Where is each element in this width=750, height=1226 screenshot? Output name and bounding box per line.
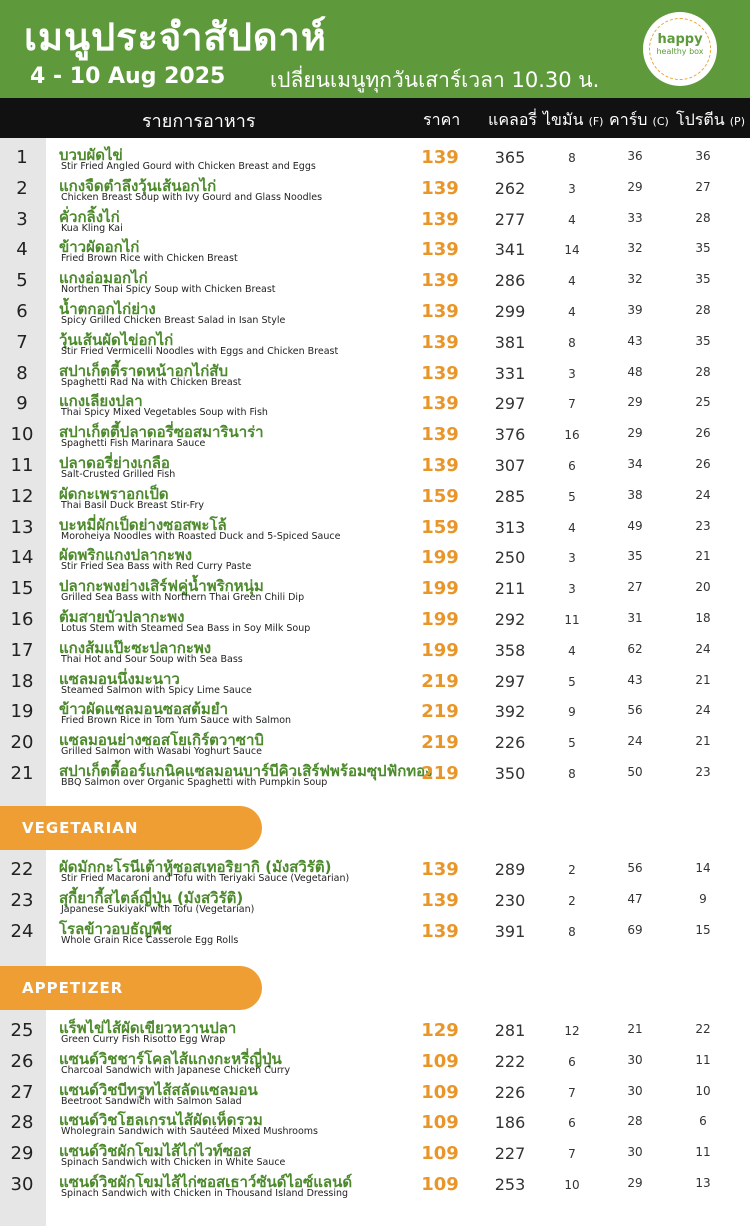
item-calories: 285 bbox=[494, 486, 526, 506]
item-number: 5 bbox=[16, 270, 28, 292]
col-name: รายการอาหาร bbox=[142, 111, 256, 132]
item-price: 139 bbox=[421, 208, 459, 230]
item-price: 109 bbox=[421, 1050, 459, 1072]
item-protein: 18 bbox=[695, 610, 711, 625]
item-carb: 36 bbox=[627, 149, 643, 163]
item-calories: 222 bbox=[494, 1051, 526, 1071]
item-price: 139 bbox=[421, 270, 459, 292]
item-protein: 11 bbox=[695, 1052, 711, 1067]
date-range: 4 - 10 Aug 2025 bbox=[30, 64, 226, 89]
item-protein: 26 bbox=[695, 456, 711, 471]
item-carb: 21 bbox=[627, 1022, 643, 1036]
item-price: 139 bbox=[421, 362, 459, 384]
item-calories: 277 bbox=[494, 209, 526, 229]
col-fat-unit: (F) bbox=[588, 115, 604, 128]
col-carb bbox=[609, 108, 669, 133]
item-number: 27 bbox=[10, 1081, 34, 1103]
item-name-thai: ปลาดอรี่ย่างเกลือ bbox=[59, 453, 170, 472]
item-fat: 4 bbox=[568, 643, 576, 658]
item-number: 17 bbox=[10, 639, 34, 661]
item-carb: 56 bbox=[627, 703, 643, 718]
item-name-thai: สุกี้ยากี้สไตล์ญี่ปุ่น (มังสวิรัติ) bbox=[59, 888, 244, 907]
item-number: 10 bbox=[10, 424, 34, 446]
item-number: 11 bbox=[10, 454, 34, 476]
item-name-thai: ข้าวผัดอกไก่ bbox=[59, 238, 140, 257]
menu-row bbox=[0, 697, 750, 728]
item-number: 28 bbox=[10, 1112, 34, 1134]
item-price: 109 bbox=[421, 1081, 459, 1103]
col-fat-label: ไขมัน bbox=[543, 110, 584, 129]
item-name-thai: บวบผัดไข่ bbox=[59, 146, 123, 164]
menu-row bbox=[0, 759, 750, 790]
item-carb: 49 bbox=[627, 518, 643, 533]
item-calories: 281 bbox=[494, 1021, 526, 1040]
item-number: 14 bbox=[10, 547, 34, 569]
item-name-english: Stir Fried Sea Bass with Red Curry Paste bbox=[61, 561, 252, 573]
menu-change-notice: เปลี่ยนเมนูทุกวันเสาร์เวลา 10.30 น. bbox=[270, 68, 600, 92]
item-name-english: Kua Kling Kai bbox=[61, 222, 123, 234]
item-protein: 22 bbox=[695, 1022, 711, 1036]
item-calories: 341 bbox=[494, 240, 526, 260]
item-calories: 226 bbox=[494, 1082, 526, 1102]
item-protein: 11 bbox=[695, 1145, 711, 1160]
item-price: 219 bbox=[421, 701, 459, 723]
menu-row bbox=[0, 605, 750, 636]
section-vegetarian: VEGETARIAN bbox=[0, 806, 262, 850]
item-calories: 299 bbox=[494, 301, 526, 321]
item-name-thai: แซลมอนย่างซอสโยเกิร์ตวาซาบิ bbox=[59, 731, 264, 750]
item-protein: 25 bbox=[695, 395, 711, 410]
item-fat: 7 bbox=[568, 1147, 576, 1162]
item-name-thai: บะหมี่ผักเป็ดย่างซอสพะโล้ bbox=[59, 515, 227, 534]
col-fat bbox=[543, 108, 603, 133]
vegetarian-menu-list bbox=[0, 855, 750, 947]
item-fat: 4 bbox=[568, 212, 576, 227]
col-protein-label: โปรตีน bbox=[676, 110, 725, 129]
main-menu-list bbox=[0, 143, 750, 790]
item-carb: 31 bbox=[627, 610, 643, 625]
item-carb: 30 bbox=[627, 1083, 643, 1098]
item-price: 159 bbox=[421, 516, 459, 538]
item-calories: 289 bbox=[494, 860, 526, 879]
item-calories: 253 bbox=[494, 1174, 526, 1194]
item-price: 139 bbox=[421, 889, 459, 911]
item-name-english: BBQ Salmon over Organic Spaghetti with Pumpkin Soup bbox=[61, 776, 328, 788]
col-carb-label: คาร์บ bbox=[609, 110, 648, 129]
item-protein: 24 bbox=[695, 487, 711, 502]
item-carb: 47 bbox=[627, 891, 643, 906]
item-calories: 292 bbox=[494, 609, 526, 629]
item-name-english: Spaghetti Fish Marinara Sauce bbox=[61, 438, 206, 450]
section-appetizer: APPETIZER bbox=[0, 966, 262, 1010]
menu-row bbox=[0, 543, 750, 574]
item-number: 1 bbox=[16, 147, 28, 168]
item-fat: 4 bbox=[568, 274, 576, 289]
col-price: ราคา bbox=[423, 110, 461, 129]
item-fat: 8 bbox=[568, 335, 576, 350]
item-calories: 227 bbox=[494, 1144, 526, 1164]
item-number: 25 bbox=[10, 1020, 34, 1041]
menu-row bbox=[0, 636, 750, 667]
item-name-english: Beetroot Sandwich with Salmon Salad bbox=[61, 1095, 242, 1107]
page-title: เมนูประจำสัปดาห์ bbox=[24, 15, 327, 59]
item-number: 18 bbox=[10, 670, 34, 692]
item-name-thai: แซนด์วิชผักโขมไส้ไก่ซอสเธาว์ซันด์ไอซ์แลนด์ bbox=[59, 1172, 353, 1191]
item-number: 23 bbox=[10, 889, 34, 911]
item-name-thai: สปาเก็ตตี้ปลาดอรี่ซอสมารินาร่า bbox=[59, 423, 264, 442]
item-number: 20 bbox=[10, 732, 34, 754]
item-fat: 3 bbox=[568, 582, 576, 597]
item-protein: 9 bbox=[699, 891, 707, 906]
item-name-english: Stir Fried Macaroni and Tofu with Teriyaki Sauce (Vegetarian) bbox=[61, 873, 350, 884]
item-number: 19 bbox=[10, 701, 34, 723]
menu-row bbox=[0, 328, 750, 359]
item-calories: 313 bbox=[494, 517, 526, 537]
item-name-english: Wholegrain Sandwich with Sautéed Mixed Mushrooms bbox=[61, 1126, 319, 1138]
item-protein: 15 bbox=[695, 922, 711, 937]
item-protein: 28 bbox=[695, 364, 711, 379]
item-price: 199 bbox=[421, 608, 459, 630]
item-name-thai: แกงอ่อมอกไก่ bbox=[59, 269, 148, 288]
menu-row bbox=[0, 1108, 750, 1139]
item-protein: 26 bbox=[695, 426, 711, 441]
item-protein: 21 bbox=[695, 734, 711, 749]
item-number: 3 bbox=[16, 208, 28, 230]
item-price: 139 bbox=[421, 331, 459, 353]
item-price: 219 bbox=[421, 732, 459, 754]
item-price: 109 bbox=[421, 1112, 459, 1134]
item-number: 13 bbox=[10, 516, 34, 538]
item-name-english: Chicken Breast Soup with Ivy Gourd and Glass Noodles bbox=[61, 191, 323, 203]
item-price: 199 bbox=[421, 578, 459, 600]
item-carb: 56 bbox=[627, 861, 643, 875]
appetizer-menu-list bbox=[0, 1016, 750, 1201]
item-price: 139 bbox=[421, 239, 459, 261]
logo-main-text: happy bbox=[657, 32, 703, 47]
menu-row bbox=[0, 174, 750, 205]
item-fat: 3 bbox=[568, 551, 576, 566]
item-name-thai: ผัดมักกะโรนีเต้าหู้ซอสเทอริยากิ (มังสวิรัติ) bbox=[59, 858, 332, 876]
item-protein: 21 bbox=[695, 549, 711, 564]
item-number: 30 bbox=[10, 1173, 34, 1195]
item-price: 199 bbox=[421, 639, 459, 661]
menu-row bbox=[0, 482, 750, 513]
item-protein: 36 bbox=[695, 149, 711, 163]
item-carb: 69 bbox=[627, 922, 643, 937]
item-name-thai: โรลข้าวอบธัญพืช bbox=[59, 919, 172, 938]
menu-row bbox=[0, 855, 750, 886]
item-carb: 35 bbox=[627, 549, 643, 564]
item-calories: 226 bbox=[494, 733, 526, 753]
item-fat: 6 bbox=[568, 458, 576, 473]
item-fat: 16 bbox=[564, 428, 580, 443]
menu-row bbox=[0, 420, 750, 451]
menu-row bbox=[0, 389, 750, 420]
item-number: 4 bbox=[16, 239, 28, 261]
item-name-thai: แซนด์วิชโฮลเกรนไส้ผัดเห็ดรวม bbox=[59, 1111, 263, 1130]
brand-logo bbox=[643, 12, 717, 86]
item-name-english: Japanese Sukiyaki with Tofu (Vegetarian) bbox=[61, 903, 255, 915]
item-name-thai: แซนด์วิชบีทรูทไส้สลัดแซลมอน bbox=[59, 1080, 258, 1099]
item-calories: 250 bbox=[494, 548, 526, 568]
item-fat: 2 bbox=[568, 863, 576, 877]
item-price: 139 bbox=[421, 393, 459, 415]
item-name-english: Fried Brown Rice with Chicken Breast bbox=[61, 253, 238, 265]
item-fat: 8 bbox=[568, 924, 576, 939]
item-number: 15 bbox=[10, 578, 34, 600]
item-name-thai: แซนด์วิชผักโขมไส้ไก่ไวท์ซอส bbox=[59, 1142, 252, 1161]
item-price: 109 bbox=[421, 1143, 459, 1165]
item-number: 21 bbox=[10, 762, 34, 784]
item-calories: 350 bbox=[494, 763, 526, 783]
item-name-english: Lotus Stem with Steamed Sea Bass in Soy Milk Soup bbox=[61, 622, 311, 634]
menu-row bbox=[0, 451, 750, 482]
item-calories: 376 bbox=[494, 425, 526, 445]
item-name-english: Spinach Sandwich with Chicken in Thousand Island Dressing bbox=[61, 1187, 349, 1199]
item-name-english: Spicy Grilled Chicken Breast Salad in Isan Style bbox=[61, 314, 286, 326]
item-price: 139 bbox=[421, 300, 459, 322]
item-name-thai: แกงเลียงปลา bbox=[59, 392, 143, 411]
item-number: 8 bbox=[16, 362, 28, 384]
item-price: 109 bbox=[421, 1173, 459, 1195]
item-name-thai: ผัดพริกแกงปลากะพง bbox=[59, 546, 193, 565]
item-price: 219 bbox=[421, 670, 459, 692]
item-number: 9 bbox=[16, 393, 28, 415]
item-protein: 10 bbox=[695, 1083, 711, 1098]
item-name-english: Spinach Sandwich with Chicken in White Sauce bbox=[61, 1157, 286, 1169]
item-carb: 32 bbox=[627, 272, 643, 287]
item-calories: 365 bbox=[494, 148, 526, 167]
item-calories: 391 bbox=[494, 921, 526, 941]
item-fat: 3 bbox=[568, 366, 576, 381]
item-carb: 48 bbox=[627, 364, 643, 379]
logo-text bbox=[651, 34, 709, 58]
item-protein: 21 bbox=[695, 672, 711, 687]
menu-row bbox=[0, 1139, 750, 1170]
item-name-thai: แกงส้มแป๊ะซะปลากะพง bbox=[59, 638, 212, 657]
menu-row bbox=[0, 266, 750, 297]
item-fat: 5 bbox=[568, 489, 576, 504]
item-fat: 4 bbox=[568, 520, 576, 535]
menu-row bbox=[0, 1047, 750, 1078]
item-fat: 4 bbox=[568, 304, 576, 319]
item-name-english: Stir Fried Angled Gourd with Chicken Breast and Eggs bbox=[61, 161, 316, 172]
item-number: 26 bbox=[10, 1050, 34, 1072]
item-number: 22 bbox=[10, 859, 34, 880]
item-price: 129 bbox=[421, 1020, 459, 1041]
item-name-thai: แซนด์วิชชาร์โคลไส้แกงกะหรี่ญี่ปุ่น bbox=[59, 1049, 282, 1068]
item-protein: 23 bbox=[695, 764, 711, 779]
col-protein bbox=[676, 108, 745, 133]
item-number: 12 bbox=[10, 485, 34, 507]
item-fat: 6 bbox=[568, 1116, 576, 1131]
item-fat: 5 bbox=[568, 736, 576, 751]
item-name-english: Whole Grain Rice Casserole Egg Rolls bbox=[61, 934, 239, 946]
item-calories: 392 bbox=[494, 702, 526, 722]
item-name-english: Thai Spicy Mixed Vegetables Soup with Fish bbox=[61, 407, 268, 419]
item-name-english: Green Curry Fish Risotto Egg Wrap bbox=[61, 1034, 226, 1045]
item-name-english: Thai Basil Duck Breast Stir-Fry bbox=[61, 499, 204, 511]
item-name-english: Grilled Sea Bass with Northern Thai Green Chili Dip bbox=[61, 592, 305, 604]
col-calories: แคลอรี่ bbox=[488, 110, 538, 129]
menu-row bbox=[0, 143, 750, 174]
item-number: 16 bbox=[10, 608, 34, 630]
item-name-thai: แซลมอนนึ่งมะนาว bbox=[59, 669, 180, 688]
item-carb: 43 bbox=[627, 672, 643, 687]
item-protein: 20 bbox=[695, 580, 711, 595]
item-name-thai: สปาเก็ตตี้ออร์แกนิคแซลมอนบาร์บีคิวเสิร์ฟพร้อมซุปฟักทอง bbox=[59, 761, 433, 780]
col-carb-unit: (C) bbox=[652, 115, 669, 128]
menu-row bbox=[0, 1078, 750, 1109]
item-name-english: Grilled Salmon with Wasabi Yoghurt Sauce bbox=[61, 746, 262, 758]
item-name-thai: ข้าวผัดแซลมอนซอสต้มยำ bbox=[59, 700, 229, 719]
item-protein: 28 bbox=[695, 210, 711, 225]
item-protein: 23 bbox=[695, 518, 711, 533]
menu-row bbox=[0, 205, 750, 236]
item-protein: 24 bbox=[695, 641, 711, 656]
item-calories: 297 bbox=[494, 671, 526, 691]
item-fat: 10 bbox=[564, 1177, 580, 1192]
menu-row bbox=[0, 1016, 750, 1047]
item-carb: 24 bbox=[627, 734, 643, 749]
menu-row bbox=[0, 1170, 750, 1201]
menu-row bbox=[0, 728, 750, 759]
item-price: 139 bbox=[421, 424, 459, 446]
logo-sub-text: healthy box bbox=[656, 47, 704, 56]
item-number: 2 bbox=[16, 177, 28, 199]
item-calories: 307 bbox=[494, 455, 526, 475]
item-carb: 39 bbox=[627, 302, 643, 317]
item-name-english: Charcoal Sandwich with Japanese Chicken Curry bbox=[61, 1064, 291, 1076]
item-fat: 14 bbox=[564, 243, 580, 258]
item-protein: 27 bbox=[695, 179, 711, 194]
item-carb: 29 bbox=[627, 179, 643, 194]
item-name-english: Northen Thai Spicy Soup with Chicken Breast bbox=[61, 284, 276, 296]
item-name-english: Steamed Salmon with Spicy Lime Sauce bbox=[61, 684, 252, 696]
item-calories: 297 bbox=[494, 394, 526, 414]
menu-row bbox=[0, 574, 750, 605]
item-protein: 35 bbox=[695, 333, 711, 348]
item-calories: 286 bbox=[494, 271, 526, 291]
item-name-thai: ผัดกะเพราอกเป็ด bbox=[59, 484, 169, 503]
item-name-english: Salt-Crusted Grilled Fish bbox=[61, 468, 176, 480]
menu-row bbox=[0, 359, 750, 390]
item-number: 24 bbox=[10, 920, 34, 942]
item-price: 199 bbox=[421, 547, 459, 569]
item-carb: 50 bbox=[627, 764, 643, 779]
item-calories: 262 bbox=[494, 178, 526, 198]
item-fat: 5 bbox=[568, 674, 576, 689]
col-protein-unit: (P) bbox=[729, 115, 745, 128]
item-price: 139 bbox=[421, 147, 459, 168]
item-price: 159 bbox=[421, 485, 459, 507]
item-price: 219 bbox=[421, 762, 459, 784]
item-carb: 62 bbox=[627, 641, 643, 656]
item-fat: 11 bbox=[564, 612, 580, 627]
menu-row bbox=[0, 667, 750, 698]
menu-row bbox=[0, 917, 750, 948]
item-fat: 7 bbox=[568, 397, 576, 412]
item-price: 139 bbox=[421, 454, 459, 476]
item-carb: 38 bbox=[627, 487, 643, 502]
item-fat: 8 bbox=[568, 151, 576, 165]
item-carb: 30 bbox=[627, 1052, 643, 1067]
item-protein: 35 bbox=[695, 241, 711, 256]
item-protein: 35 bbox=[695, 272, 711, 287]
item-carb: 43 bbox=[627, 333, 643, 348]
menu-row bbox=[0, 235, 750, 266]
column-header-bar bbox=[0, 98, 750, 138]
item-carb: 30 bbox=[627, 1145, 643, 1160]
item-protein: 6 bbox=[699, 1114, 707, 1129]
item-protein: 28 bbox=[695, 302, 711, 317]
item-name-english: Spaghetti Rad Na with Chicken Breast bbox=[61, 376, 242, 388]
item-carb: 28 bbox=[627, 1114, 643, 1129]
item-carb: 29 bbox=[627, 426, 643, 441]
item-name-thai: สปาเก็ตตี้ราดหน้าอกไก่สับ bbox=[59, 361, 228, 380]
item-carb: 29 bbox=[627, 1175, 643, 1190]
item-protein: 24 bbox=[695, 703, 711, 718]
item-number: 6 bbox=[16, 300, 28, 322]
item-protein: 14 bbox=[695, 861, 711, 875]
menu-row bbox=[0, 886, 750, 917]
item-calories: 381 bbox=[494, 332, 526, 352]
item-carb: 29 bbox=[627, 395, 643, 410]
item-calories: 186 bbox=[494, 1113, 526, 1133]
item-fat: 3 bbox=[568, 181, 576, 196]
item-name-thai: ปลากะพงย่างเสิร์ฟคู่น้ำพริกหนุ่ม bbox=[59, 577, 264, 596]
item-name-thai: คั่วกลิ้งไก่ bbox=[59, 207, 120, 226]
item-name-english: Fried Brown Rice in Tom Yum Sauce with Salmon bbox=[61, 715, 292, 727]
item-name-thai: แกงจืดตำลึงวุ้นเส้นอกไก่ bbox=[59, 176, 217, 195]
menu-row bbox=[0, 297, 750, 328]
item-carb: 33 bbox=[627, 210, 643, 225]
item-calories: 358 bbox=[494, 640, 526, 660]
item-calories: 331 bbox=[494, 363, 526, 383]
item-name-thai: แร็พไข่ไส้ผัดเขียวหวานปลา bbox=[59, 1019, 237, 1037]
item-fat: 7 bbox=[568, 1085, 576, 1100]
item-fat: 2 bbox=[568, 893, 576, 908]
item-number: 29 bbox=[10, 1143, 34, 1165]
item-price: 139 bbox=[421, 177, 459, 199]
item-carb: 34 bbox=[627, 456, 643, 471]
item-fat: 8 bbox=[568, 766, 576, 781]
item-protein: 13 bbox=[695, 1175, 711, 1190]
item-name-thai: น้ำตกอกไก่ย่าง bbox=[59, 299, 156, 318]
item-fat: 9 bbox=[568, 705, 576, 720]
item-price: 139 bbox=[421, 859, 459, 880]
item-name-english: Moroheiya Noodles with Roasted Duck and 5-Spiced Sauce bbox=[61, 530, 341, 542]
header bbox=[0, 0, 750, 98]
item-fat: 6 bbox=[568, 1054, 576, 1069]
item-calories: 230 bbox=[494, 890, 526, 910]
item-price: 139 bbox=[421, 920, 459, 942]
item-name-english: Stir Fried Vermicelli Noodles with Eggs and Chicken Breast bbox=[61, 345, 339, 357]
menu-row bbox=[0, 513, 750, 544]
item-carb: 27 bbox=[627, 580, 643, 595]
item-name-thai: วุ้นเส้นผัดไข่อกไก่ bbox=[59, 330, 174, 349]
item-number: 7 bbox=[16, 331, 28, 353]
item-carb: 32 bbox=[627, 241, 643, 256]
item-name-english: Thai Hot and Sour Soup with Sea Bass bbox=[61, 653, 243, 665]
item-fat: 12 bbox=[564, 1024, 580, 1038]
item-calories: 211 bbox=[494, 579, 526, 599]
item-name-thai: ต้มสายบัวปลากะพง bbox=[59, 607, 185, 626]
